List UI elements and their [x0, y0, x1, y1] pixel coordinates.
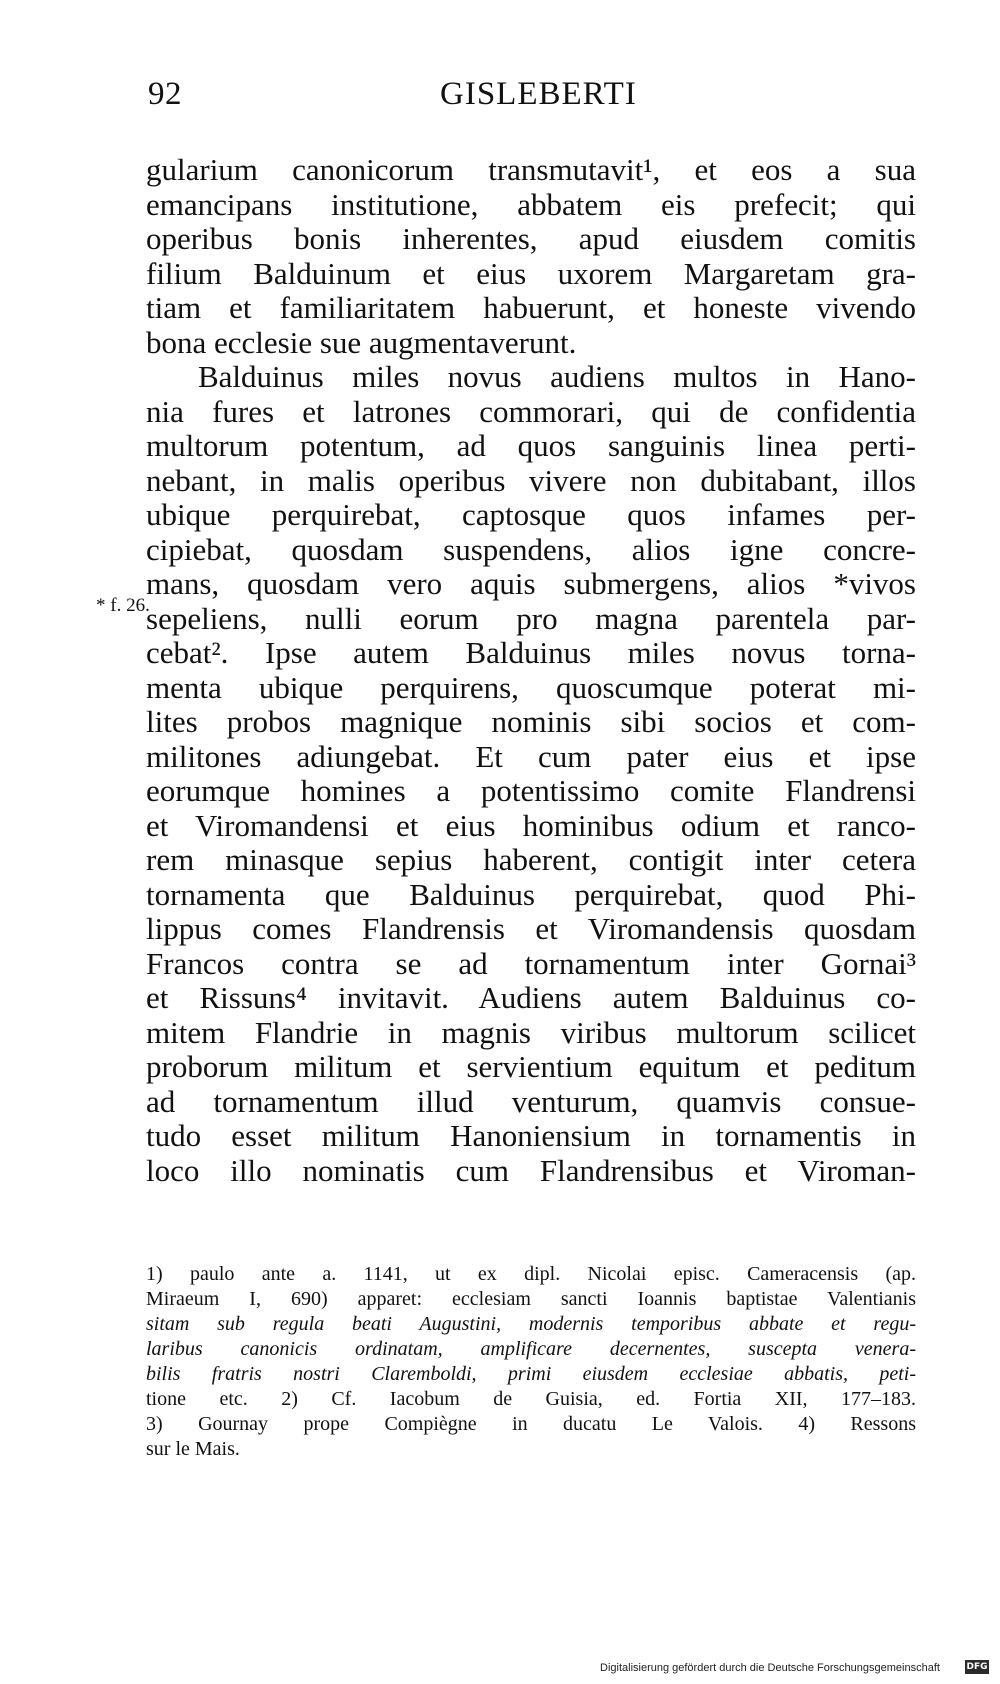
- footnote-line: 3) Gournay prope Compiègne in ducatu Le Valois. 4) Ressons: [146, 1413, 916, 1435]
- text-line: filium Balduinum et eius uxorem Margaretam gra-: [146, 256, 916, 291]
- text-line: tudo esset militum Hanoniensium in tornamentis in: [146, 1119, 916, 1153]
- text-line: sepeliens, nulli eorum pro magna parentela par-: [146, 601, 916, 636]
- text-line: et Viromandensi et eius hominibus odium et ranco-: [146, 808, 916, 843]
- text-line: lippus comes Flandrensis et Viromandensis quosdam: [146, 912, 916, 946]
- text-line: multorum potentum, ad quos sanguinis linea perti-: [146, 429, 916, 463]
- dfg-logo: DFG: [966, 1662, 988, 1672]
- text-line: nia fures et latrones commorari, qui de confidentia: [146, 394, 916, 429]
- text-line: bona ecclesie sue augmentaverunt.: [146, 325, 577, 360]
- footnote-line: laribus canonicis ordinatam, amplificare decernentes, suscepta venera-: [146, 1338, 916, 1360]
- text-line: tornamenta que Balduinus perquirebat, quod Phi-: [146, 877, 916, 912]
- text-line: Francos contra se ad tornamentum inter Gornai³: [146, 946, 916, 981]
- main-text: [146, 153, 916, 1188]
- text-line: Balduinus miles novus audiens multos in Hano-: [198, 360, 916, 394]
- text-line: eorumque homines a potentissimo comite Flandrensi: [146, 774, 916, 808]
- text-line: cipiebat, quosdam suspendens, alios igne concre-: [146, 532, 916, 567]
- text-line: emancipans institutione, abbatem eis prefecit; qui: [146, 187, 916, 222]
- text-line: loco illo nominatis cum Flandrensibus et Viroman-: [146, 1153, 916, 1188]
- text-line: ad tornamentum illud venturum, quamvis consue-: [146, 1084, 916, 1119]
- text-line: mans, quosdam vero aquis submergens, alios *vivos: [146, 567, 916, 601]
- text-line: ubique perquirebat, captosque quos infames per-: [146, 498, 916, 532]
- text-line: militones adiungebat. Et cum pater eius et ipse: [146, 739, 916, 774]
- folio-margin-note: * f. 26.: [96, 595, 150, 616]
- text-line: rem minasque sepius haberent, contigit inter cetera: [146, 843, 916, 877]
- running-head: GISLEBERTI: [440, 76, 637, 112]
- footnote-line: tione etc. 2) Cf. Iacobum de Guisia, ed. Fortia XII, 177–183.: [146, 1388, 916, 1410]
- text-line: operibus bonis inherentes, apud eiusdem comitis: [146, 222, 916, 256]
- footnotes: [146, 1262, 916, 1462]
- text-line: et Rissuns⁴ invitavit. Audiens autem Balduinus co-: [146, 981, 916, 1015]
- digitization-credit: Digitalisierung gefördert durch die Deutsche Forschungsgemeinschaft: [600, 1662, 940, 1674]
- text-line: nebant, in malis operibus vivere non dubitabant, illos: [146, 463, 916, 498]
- text-line: tiam et familiaritatem habuerunt, et honeste vivendo: [146, 291, 916, 325]
- text-line: gularium canonicorum transmutavit¹, et eos a sua: [146, 153, 916, 187]
- footnote-line: Miraeum I, 690) apparet: ecclesiam sancti Ioannis baptistae Valentianis: [146, 1288, 916, 1310]
- footnote-line: 1) paulo ante a. 1141, ut ex dipl. Nicolai episc. Cameracensis (ap.: [146, 1263, 916, 1285]
- footnote-line: sitam sub regula beati Augustini, modernis temporibus abbate et regu-: [146, 1313, 916, 1335]
- footnote-line: sur le Mais.: [146, 1438, 240, 1460]
- text-line: proborum militum et servientium equitum et peditum: [146, 1050, 916, 1084]
- footnote-line: bilis fratris nostri Claremboldi, primi eiusdem ecclesiae abbatis, peti-: [146, 1363, 916, 1385]
- text-line: mitem Flandrie in magnis viribus multorum scilicet: [146, 1015, 916, 1050]
- text-line: menta ubique perquirens, quoscumque poterat mi-: [146, 670, 916, 705]
- text-line: cebat². Ipse autem Balduinus miles novus torna-: [146, 636, 916, 670]
- text-line: lites probos magnique nominis sibi socios et com-: [146, 705, 916, 739]
- page-number: 92: [148, 76, 182, 112]
